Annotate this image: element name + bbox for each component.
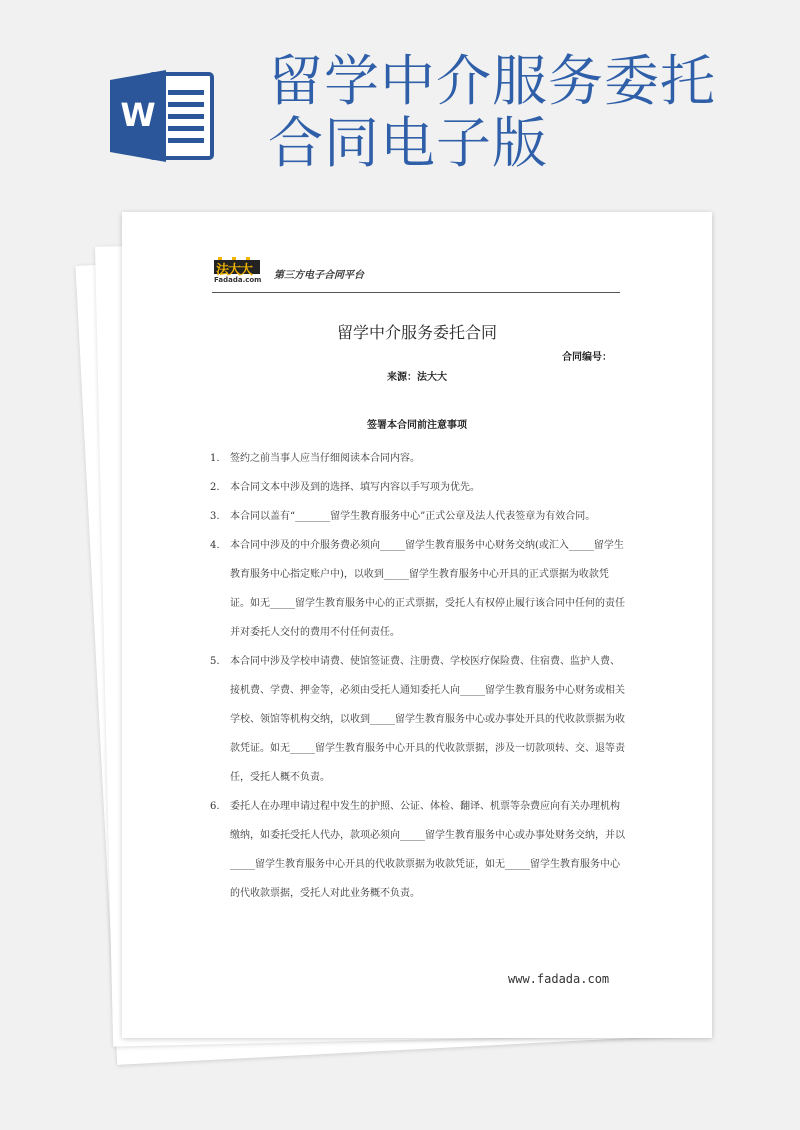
item-number: 5. <box>210 656 220 667</box>
logo-subtext: Fadada.com <box>214 276 262 284</box>
notice-list <box>210 444 625 908</box>
contract-number-label: 合同编号： <box>562 352 612 363</box>
notice-heading: 签署本合同前注意事项 <box>367 420 467 431</box>
document-page <box>122 212 712 1038</box>
item-text: 本合同文本中涉及到的选择、填写内容以手写项为优先。 <box>230 482 480 493</box>
item-number: 6. <box>210 801 220 812</box>
item-number: 4. <box>210 540 220 551</box>
platform-label: 第三方电子合同平台 <box>274 270 364 281</box>
list-item <box>210 502 625 531</box>
banner-title-line-1: 留学中介服务委托 <box>268 49 717 113</box>
item-number: 1. <box>210 453 220 464</box>
item-text: 本合同以盖有“_______留学生教育服务中心”正式公章及法人代表签章为有效合同。 <box>230 511 596 522</box>
item-number: 2. <box>210 482 220 493</box>
list-item <box>210 647 625 792</box>
banner-title <box>268 50 778 174</box>
header-divider <box>212 292 620 293</box>
logo-text: 法大大 <box>216 263 253 278</box>
item-text: 委托人在办理申请过程中发生的护照、公证、体检、翻译、机票等杂费应向有关办理机构缴纳，如委托受托人代办，款项必须向_____留学生教育服务中心或办事处财务交纳，并以_____留学生教育服务中心开具的代收款票据为收款凭证，如无_____留学生教育服务中心的代收款票据，受托人对此业务概不负责。 <box>230 801 625 899</box>
word-document-icon <box>110 70 214 162</box>
item-text: 本合同中涉及学校申请费、使馆签证费、注册费、学校医疗保险费、住宿费、监护人费、接机费、学费、押金等，必须由受托人通知委托人向_____留学生教育服务中心财务或相关学校、领馆等机构交纳，以收到_____留学生教育服务中心或办事处开具的代收款票据为收款凭证。如无_____留学生教育服务中心开具的代收款票据，涉及一切款项转、交、退等责任，受托人概不负责。 <box>230 656 625 783</box>
list-item <box>210 473 625 502</box>
list-item <box>210 444 625 473</box>
item-number: 3. <box>210 511 220 522</box>
document-title: 留学中介服务委托合同 <box>336 323 497 342</box>
footer-url: www.fadada.com <box>508 972 610 986</box>
svg-text:W: W <box>120 96 156 134</box>
list-item <box>210 792 625 908</box>
list-item <box>210 531 625 647</box>
banner-title-line-2: 合同电子版 <box>268 111 549 175</box>
item-text: 签约之前当事人应当仔细阅读本合同内容。 <box>230 453 420 464</box>
source-line: 来源：法大大 <box>387 372 447 383</box>
item-text: 本合同中涉及的中介服务费必须向_____留学生教育服务中心财务交纳(或汇入_____留学生教育服务中心指定账户中)，以收到_____留学生教育服务中心开具的正式票据为收款凭证。如无_____留学生教育服务中心的正式票据，受托人有权停止履行该合同中任何的责任并对委托人交付的费用不付任何责任。 <box>230 540 625 638</box>
fadada-logo <box>214 256 262 286</box>
